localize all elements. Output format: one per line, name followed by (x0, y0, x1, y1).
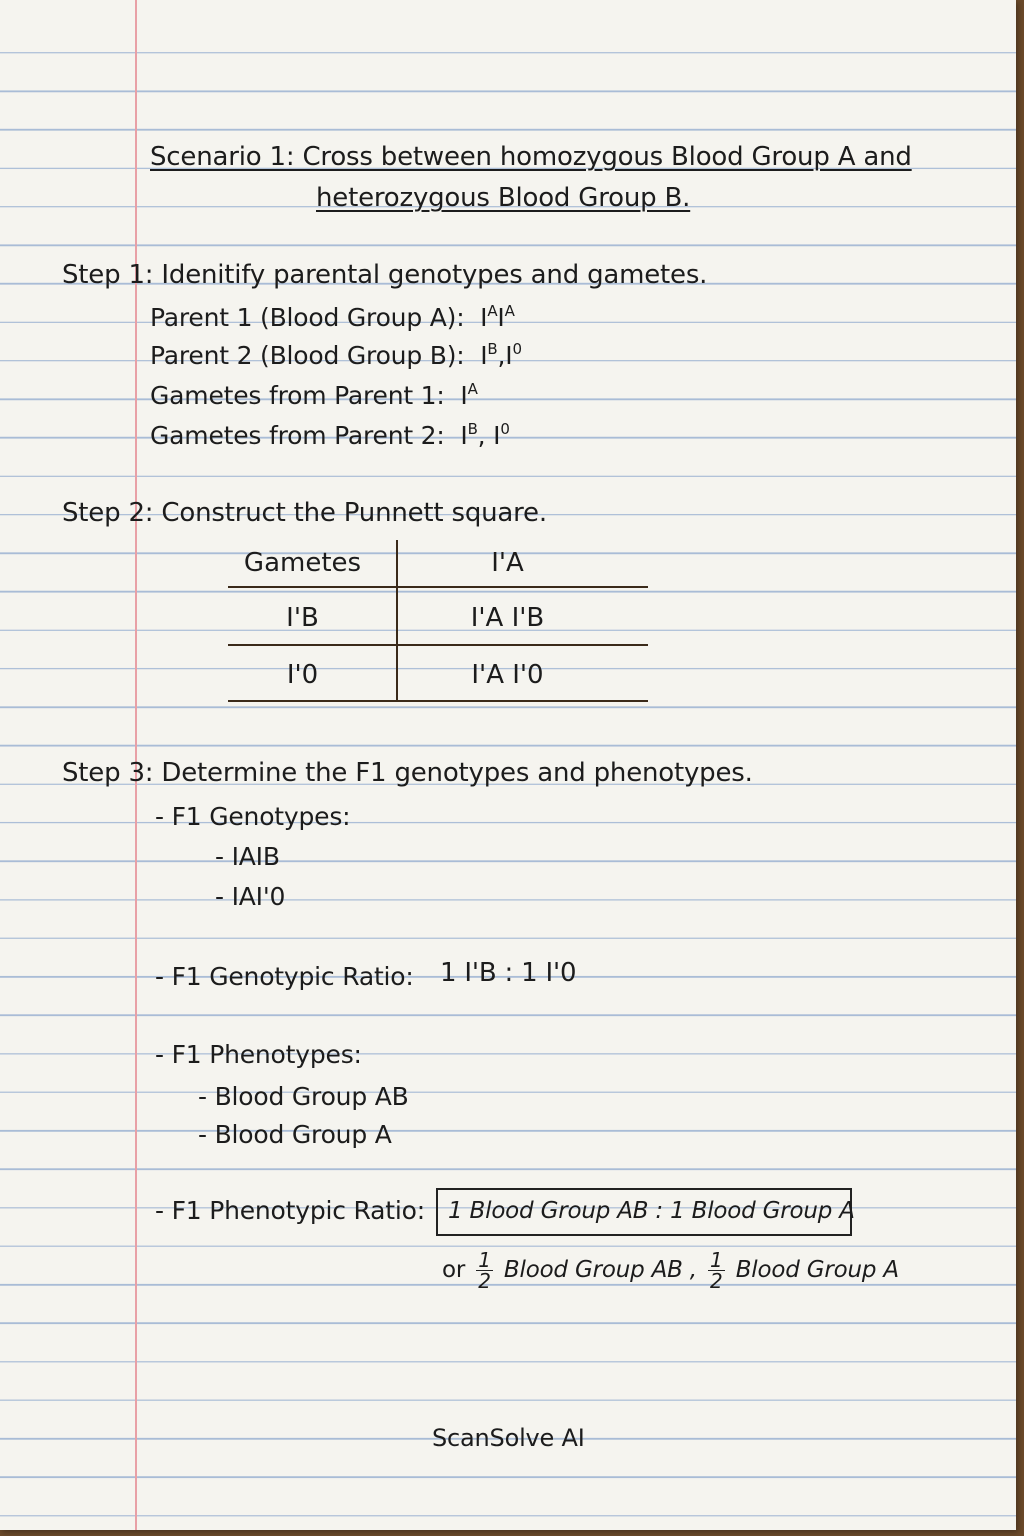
step1-heading: Step 1: Idenitify parental genotypes and gametes. (62, 260, 708, 290)
phenotypes-label: - F1 Phenotypes: (155, 1040, 362, 1069)
punnett-vertical-rule (396, 540, 398, 702)
half-fraction: $\frac{1}{2}$ (710, 1248, 723, 1293)
punnett-row-gamete: I'0 (286, 660, 319, 690)
parent1-genotype: $I^AI^A$ (480, 302, 515, 332)
step3-heading: Step 3: Determine the F1 genotypes and phenotypes. (62, 758, 753, 788)
phenotype-item: - Blood Group AB (198, 1082, 409, 1111)
phenotypic-ratio-value: 1 Blood Group AB : 1 Blood Group A (448, 1198, 855, 1224)
parent1-line (150, 302, 515, 332)
genotype-item: - IAIB (215, 842, 280, 871)
gametes1-value: $I^A$ (460, 380, 478, 410)
gametes1-label: Gametes from Parent 1: (150, 380, 445, 410)
genotypes-label: - F1 Genotypes: (155, 802, 351, 831)
parent2-label: Parent 2 (Blood Group B): (150, 340, 465, 370)
punnett-horizontal-rule (228, 586, 648, 588)
alt-ratio-part1: Blood Group AB , (503, 1257, 697, 1283)
phenotype-item: - Blood Group A (198, 1120, 392, 1149)
parent2-genotype: $I^B,I^0$ (480, 340, 522, 370)
title-line-1: Scenario 1: Cross between homozygous Blood Group A and (150, 142, 912, 172)
genotypic-ratio-value: 1 I'B : 1 I'0 (440, 958, 577, 988)
punnett-corner-label: Gametes (243, 548, 362, 578)
punnett-col-header: I'A (491, 548, 524, 578)
step2-heading: Step 2: Construct the Punnett square. (62, 498, 547, 528)
parent2-line (150, 340, 522, 370)
punnett-horizontal-rule (228, 700, 648, 702)
punnett-cell: I'A I'0 (471, 660, 544, 690)
genotypic-ratio-label: - F1 Genotypic Ratio: (155, 962, 414, 991)
alt-ratio-part2: Blood Group A (735, 1257, 899, 1283)
half-fraction: $\frac{1}{2}$ (478, 1248, 491, 1293)
or-label: or (442, 1257, 466, 1283)
gametes2-value: $I^B$, $I^0$ (460, 420, 510, 450)
gametes1-line (150, 380, 478, 410)
punnett-horizontal-rule (228, 644, 648, 646)
footer-brand: ScanSolve AI (432, 1424, 585, 1452)
parent1-label: Parent 1 (Blood Group A): (150, 302, 465, 332)
gametes2-line (150, 420, 510, 450)
gametes2-label: Gametes from Parent 2: (150, 420, 445, 450)
phenotypic-ratio-label: - F1 Phenotypic Ratio: (155, 1196, 425, 1225)
punnett-cell: I'A I'B (470, 603, 545, 633)
title-line-2: heterozygous Blood Group B. (316, 183, 691, 213)
genotype-item: - IAI'0 (215, 882, 286, 911)
punnett-row-gamete: I'B (286, 603, 319, 633)
alternate-ratio (442, 1250, 899, 1291)
